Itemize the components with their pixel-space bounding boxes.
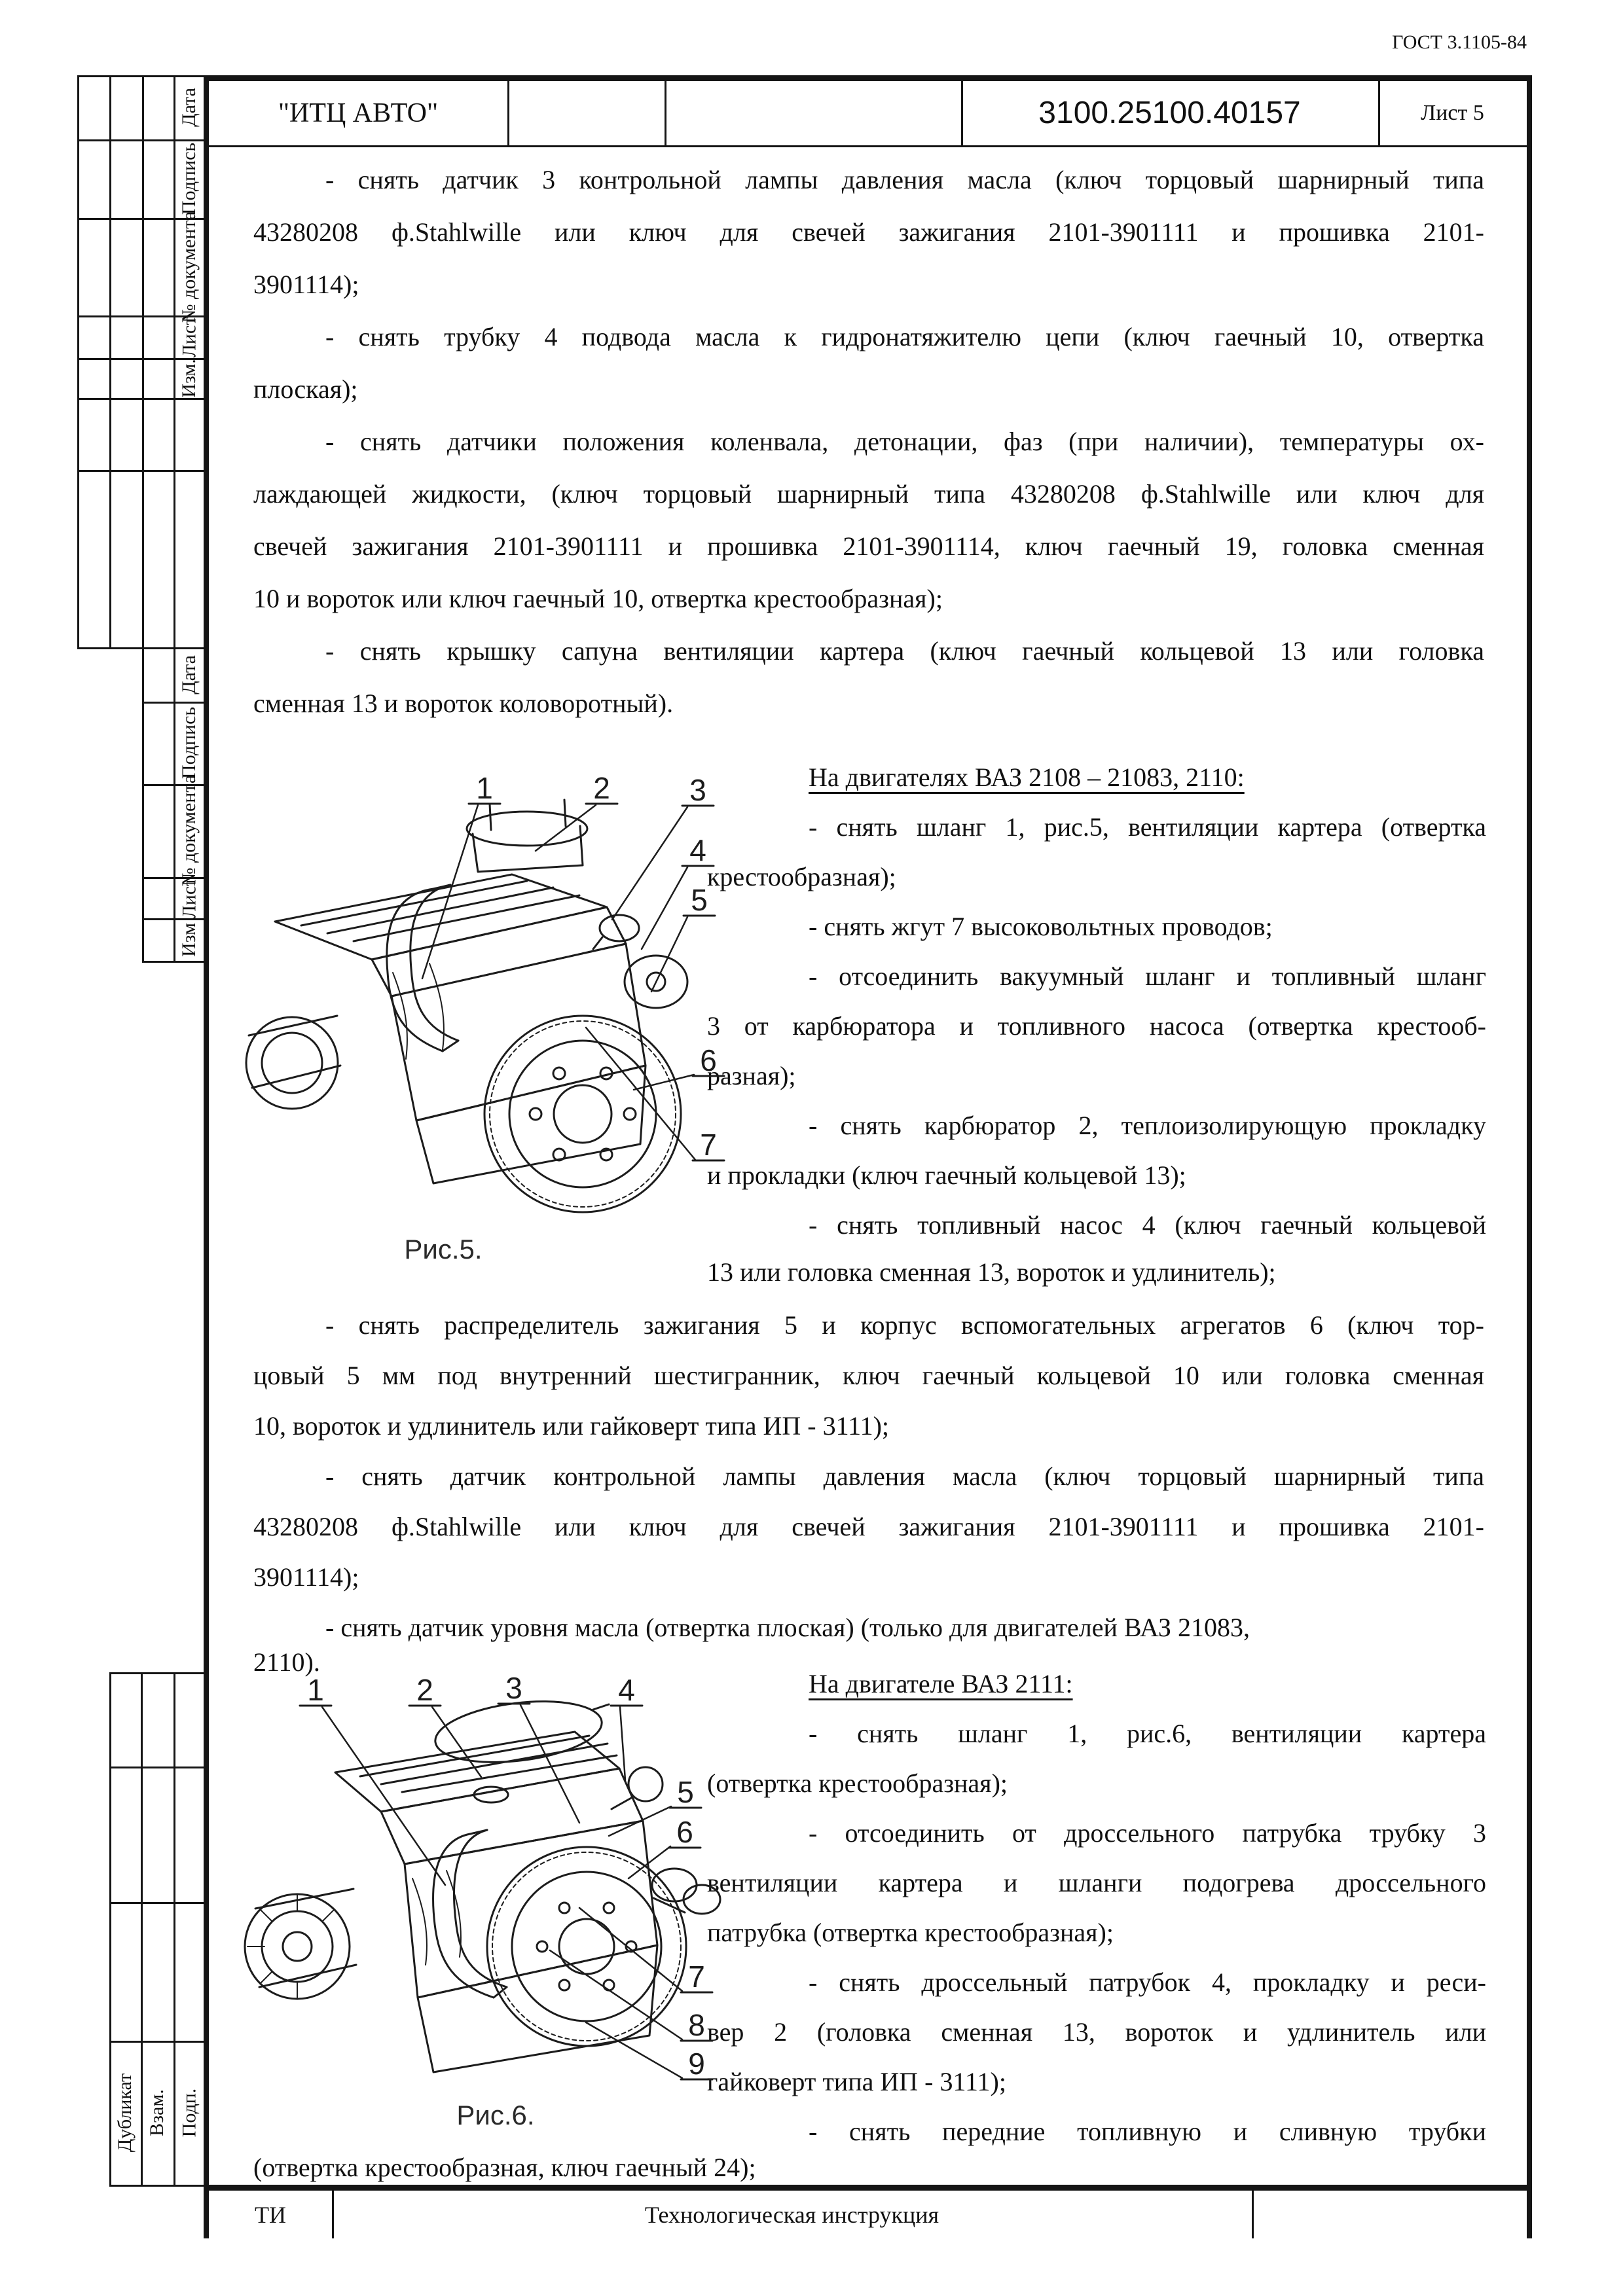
body-line: - снять передние топливную и сливную трубки [809, 2117, 1486, 2146]
stamp1-label-izm: Изм. [178, 358, 200, 398]
stamp1-h6 [77, 470, 205, 472]
body-line: (отвертка крестообразная, ключ гаечный 24); [253, 2153, 756, 2182]
fig6-callout-8: 8 [688, 2008, 705, 2042]
body-line: (отвертка крестообразная); [707, 1768, 1008, 1798]
frame-right-line [1527, 75, 1532, 2238]
body-line: - снять датчик 3 контрольной лампы давления масла (ключ торцовый шарнирный типа [325, 165, 1484, 194]
body-line: сменная 13 и вороток коловоротный). [253, 689, 674, 718]
footer-doc-title: Технологическая инструкция [644, 2202, 939, 2228]
fig6-callout-4: 4 [618, 1673, 635, 1707]
body-line: 3901114); [253, 1562, 359, 1592]
body-line: патрубка (отвертка крестообразная); [707, 1918, 1114, 1947]
stamp3-h4 [109, 2185, 205, 2187]
stamp2-label-sheet: Лист [178, 877, 200, 918]
fig6-callout-7: 7 [688, 1960, 705, 1994]
body-line: 3 от карбюратора и топливного насоса (отвертка крестооб- [707, 1011, 1486, 1041]
fig5-callout-4: 4 [689, 833, 706, 867]
figure-6-caption: Рис.6. [456, 2100, 535, 2130]
fig5-callout-1: 1 [476, 771, 493, 805]
stamp3-h0 [109, 1672, 205, 1674]
body-line: цовый 5 мм под внутренний шестигранник, ключ гаечный кольцевой 10 или головка сменная [253, 1361, 1484, 1390]
stamp3-h1 [109, 1767, 205, 1768]
body-line: - снять трубку 4 подвода масла к гидронатяжителю цепи (ключ гаечный 10, отвертка [325, 322, 1484, 351]
body-line: 43280208 ф.Stahlwille или ключ для свечей зажигания 2101-3901111 и прошивка 2101- [253, 217, 1484, 247]
stamp2-label-docnum: № документа [178, 774, 200, 887]
body-line: 2110). [253, 1647, 320, 1677]
gost-standard-label: ГОСТ 3.1105-84 [1392, 31, 1527, 53]
stamp1-label-docnum: № документа [178, 211, 200, 323]
body-line: - снять шланг 1, рис.6, вентиляции картера [809, 1719, 1486, 1748]
figure-6-engine-vaz2111 [216, 1669, 727, 2094]
body-line: свечей зажигания 2101-3901111 и прошивка 2101-3901114, ключ гаечный 19, головка сменная [253, 531, 1484, 561]
stamp2-label-data: Дата [178, 655, 200, 694]
body-line: лаждающей жидкости, (ключ торцовый шарнирный типа 43280208 ф.Stahlwille или ключ для [253, 479, 1484, 509]
stamp1-v1 [77, 75, 79, 647]
body-line: разная); [707, 1061, 796, 1090]
fig5-callout-7: 7 [700, 1128, 717, 1162]
fig6-callout-5: 5 [677, 1775, 694, 1809]
footer-doc-code: ТИ [255, 2202, 286, 2228]
body-line: вер 2 (головка сменная 13, вороток и удлинитель или [707, 2017, 1486, 2047]
body-line: - снять датчик уровня масла (отвертка плоская) (только для двигателей ВАЗ 21083, [325, 1613, 1250, 1642]
stamp3-label-dublikat: Дубликат [114, 2073, 136, 2153]
body-line: - снять шланг 1, рис.5, вентиляции картера (отвертка [809, 812, 1486, 842]
body-line: - снять карбюратор 2, теплоизолирующую прокладку [809, 1111, 1486, 1140]
body-line: 43280208 ф.Stahlwille или ключ для свечей зажигания 2101-3901111 и прошивка 2101- [253, 1512, 1484, 1541]
body-line: - снять распределитель зажигания 5 и корпус вспомогательных агрегатов 6 (ключ тор- [325, 1310, 1484, 1340]
header-bottom-line [209, 145, 1527, 147]
figure-5-engine-vaz2108 [229, 753, 727, 1230]
body-line: плоская); [253, 374, 358, 404]
fig5-callout-6: 6 [700, 1043, 717, 1077]
body-line: вентиляции картера и шланги подогрева дроссельного [707, 1868, 1486, 1897]
stamp1-label-data: Дата [178, 88, 200, 127]
body-line: 10 и вороток или ключ гаечный 10, отвертка крестообразная); [253, 584, 943, 613]
section-heading-vaz2108: На двигателях ВАЗ 2108 – 21083, 2110: [809, 762, 1245, 792]
fig6-callout-1: 1 [307, 1673, 324, 1707]
body-line: - снять жгут 7 высоковольтных проводов; [809, 912, 1273, 941]
body-line: - отсоединить вакуумный шланг и топливный шланг [809, 961, 1486, 991]
fig6-callout-2: 2 [416, 1673, 433, 1707]
stamp1-v3 [142, 75, 144, 961]
footer-divider-2 [1252, 2191, 1254, 2238]
body-line: и прокладки (ключ гаечный кольцевой 13); [707, 1160, 1186, 1190]
stamp3-label-podp: Подп. [178, 2088, 200, 2138]
fig6-callout-6: 6 [676, 1815, 693, 1849]
stamp1-label-sheet: Лист [178, 316, 200, 357]
fig6-callout-3: 3 [505, 1671, 522, 1705]
body-line: - отсоединить от дроссельного патрубка трубку 3 [809, 1818, 1486, 1848]
figure-5-caption: Рис.5. [404, 1234, 483, 1265]
body-line: 10, вороток и удлинитель или гайковерт типа ИП - 3111); [253, 1411, 890, 1441]
sheet-number: Лист 5 [1421, 101, 1484, 125]
stamp3-label-vzam: Взам. [146, 2089, 168, 2136]
header-divider-1 [507, 81, 509, 145]
stamp2-label-izm: Изм [178, 922, 200, 957]
fig6-callout-9: 9 [688, 2047, 705, 2081]
body-line: 13 или головка сменная 13, вороток и удлинитель); [707, 1257, 1276, 1287]
body-line: - снять крышку сапуна вентиляции картера (ключ гаечный кольцевой 13 или головка [325, 636, 1484, 666]
body-line: 3901114); [253, 270, 359, 299]
org-name: "ИТЦ АВТО" [278, 98, 439, 128]
stamp1-h5 [77, 398, 205, 400]
fig5-callout-3: 3 [689, 773, 706, 807]
body-line: крестообразная); [707, 862, 896, 891]
stamp1-label-signature: Подпись [178, 142, 200, 215]
frame-top-line [204, 75, 1532, 81]
body-line: - снять датчики положения коленвала, детонации, фаз (при наличии), температуры ох- [325, 427, 1484, 456]
stamp3-h2 [109, 1902, 205, 1904]
doc-number: 3100.25100.40157 [1038, 96, 1301, 130]
body-line: - снять топливный насос 4 (ключ гаечный кольцевой [809, 1210, 1486, 1240]
stamp1-v2 [109, 75, 111, 647]
stamp2-h5 [142, 961, 205, 963]
section-heading-vaz2111: На двигателе ВАЗ 2111: [809, 1669, 1073, 1698]
fig5-callout-5: 5 [691, 883, 708, 917]
body-line: гайковерт типа ИП - 3111); [707, 2067, 1006, 2096]
body-line: - снять датчик контрольной лампы давления масла (ключ торцовый шарнирный типа [325, 1462, 1484, 1491]
stamp2-label-signature: Подпись [178, 706, 200, 780]
header-divider-2 [665, 81, 666, 145]
fig5-callout-2: 2 [593, 771, 610, 805]
body-line: - снять дроссельный патрубок 4, прокладку и реси- [809, 1967, 1486, 1997]
